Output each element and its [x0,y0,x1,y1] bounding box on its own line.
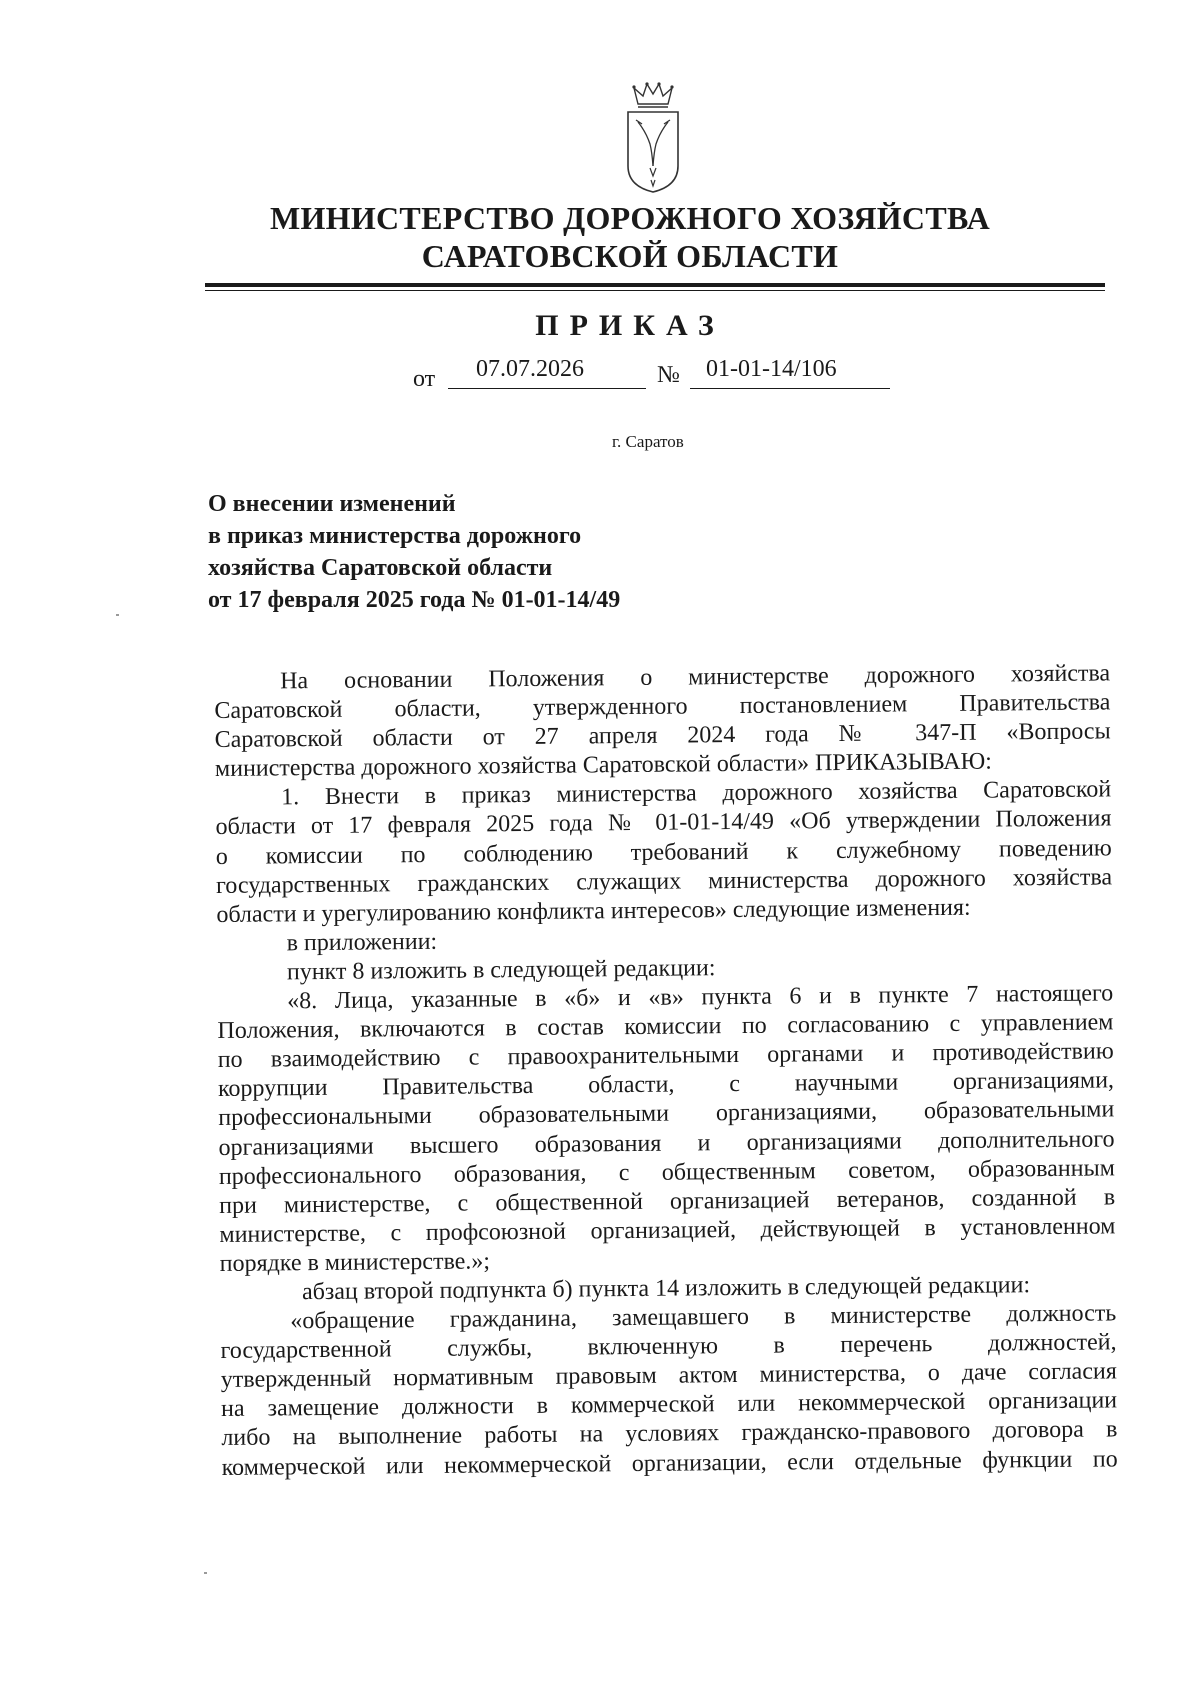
body-line: о комиссии по соблюдению требований к служебному поведению [215,834,1112,870]
ministry-name-line1: МИНИСТЕРСТВО ДОРОЖНОГО ХОЗЯЙСТВА [269,200,991,236]
body-line: Саратовской области от 27 апреля 2024 года № 347-П «Вопросы [214,718,1111,754]
body-line: утвержденный нормативным правовым актом министерства, о даче согласия [220,1358,1117,1394]
subject-line: в приказ министерства дорожного [208,523,582,549]
date-label: от [413,366,436,392]
order-date-number-line [0,356,1200,396]
body-line: министерстве, с профсоюзной организацией, действующей в установленном [219,1213,1116,1248]
body-line: профессионального образования, с общественным советом, образованным [218,1154,1115,1190]
body-line: области и урегулированию конфликта интересов» следующие изменения: [216,894,971,928]
body-line: «8. Лица, указанные в «б» и «в» пункта 6 и в пункте 7 настоящего [287,980,1114,1015]
document-type-title: ПРИКАЗ [535,309,725,342]
number-label: № [657,362,680,388]
body-line: министерства дорожного хозяйства Саратовской области» ПРИКАЗЫВАЮ: [214,748,993,783]
number-underline [690,388,890,389]
order-body [214,659,1118,1482]
body-line: на замещение должности в коммерческой или некоммерческой организации [220,1387,1118,1423]
subject-line: от 17 февраля 2025 года № 01-01-14/49 [208,587,621,613]
body-line: коррупции Правительства области, с научными организациями, [217,1067,1115,1103]
subject-line: хозяйства Саратовской области [208,555,553,581]
body-line: 1. Внести в приказ министерства дорожного хозяйства Саратовской [281,776,1112,811]
body-line: «обращение гражданина, замещавшего в министерстве должность [290,1300,1117,1335]
body-line: государственных гражданских служащих министерства дорожного хозяйства [215,864,1113,899]
body-line: при министерстве, с общественной организацией ветеранов, созданной в [219,1184,1116,1219]
order-number: 01-01-14/106 [706,356,837,382]
body-line: На основании Положения о министерстве дорожного хозяйства [280,660,1111,695]
date-underline [448,388,646,389]
body-line: области от 17 февраля 2025 года № 01-01-14/49 «Об утверждении Положения [215,805,1112,841]
body-line: коммерческой или некоммерческой организации, если отдельные функции по [221,1445,1118,1481]
coat-of-arms-icon [620,82,686,194]
body-line: порядке в министерстве.»; [219,1248,491,1277]
body-line: по взаимодействию с правоохранительными органами и противодействию [217,1038,1114,1074]
body-line: профессиональными образовательными организациями, образовательными [218,1096,1115,1132]
scan-speck [204,1572,207,1574]
body-line: абзац второй подпункта б) пункта 14 изложить в следующей редакции: [301,1272,1031,1306]
order-subject [208,488,620,616]
order-date: 07.07.2026 [476,356,584,382]
scan-speck [116,614,119,616]
body-line: Саратовской области, утвержденного постановлением Правительства [214,689,1111,725]
body-line: Положения, включаются в состав комиссии по согласованию с управлением [217,1009,1114,1045]
body-line: организациями высшего образования и организациями дополнительного [218,1125,1115,1161]
subject-line: О внесении изменений [208,491,456,517]
body-line: в приложении: [286,928,438,957]
body-line: государственной службы, включенную в перечень должностей, [220,1329,1117,1365]
header-divider-thick [205,283,1105,287]
body-line: либо на выполнение работы на условиях гражданско-правового договора в [221,1416,1118,1452]
header-divider-thin [205,290,1105,291]
city-label: г. Саратов [612,432,684,451]
ministry-name-line2: САРАТОВСКОЙ ОБЛАСТИ [421,238,839,274]
body-line: пункт 8 изложить в следующей редакции: [286,955,716,986]
